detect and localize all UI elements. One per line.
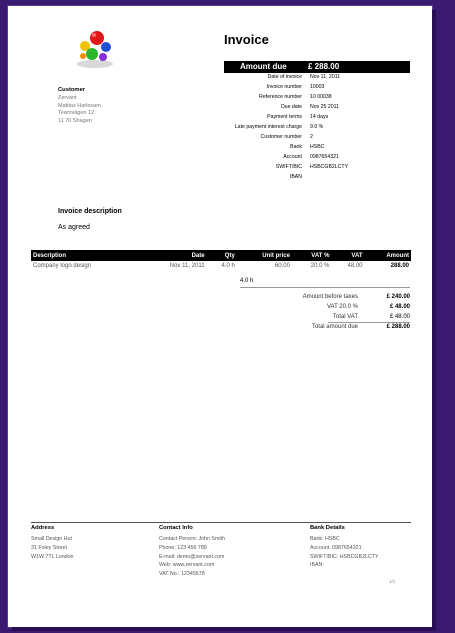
meta-key: Late payment interest charge xyxy=(234,124,302,130)
page-number: 1/1 xyxy=(389,579,396,584)
totals-row xyxy=(240,302,410,312)
footer-line: Account: 0987654321 xyxy=(310,544,362,551)
meta-value: 10003 xyxy=(310,84,325,90)
meta-value: 10 00038 xyxy=(310,94,332,100)
footer-contact xyxy=(159,525,225,579)
cell-amount: 288.00 xyxy=(390,263,409,269)
footer-line: SWIFT/BIC: HSBCGB2LCTY xyxy=(310,553,379,560)
meta-key: Account xyxy=(283,154,302,160)
col-vat-percent: VAT % xyxy=(292,250,331,261)
customer-line: Teamvägen 12 xyxy=(58,110,95,116)
meta-row xyxy=(224,172,410,182)
customer-line: 11 70 Shagen xyxy=(58,117,92,124)
totals-label: Total amount due xyxy=(311,324,358,330)
divider xyxy=(240,287,410,288)
totals-row xyxy=(240,292,410,302)
footer-line: E-mail: demo@zervant.com xyxy=(159,553,225,560)
totals-row xyxy=(240,312,410,322)
meta-row xyxy=(224,162,410,172)
footer-bank-heading: Bank Details xyxy=(310,525,345,531)
totals-value: £ 48.00 xyxy=(389,304,410,310)
meta-key: IBAN xyxy=(289,174,302,180)
amount-due-label: Amount due xyxy=(240,62,287,71)
customer-block xyxy=(58,87,101,125)
col-vat: VAT xyxy=(331,250,364,261)
meta-row xyxy=(224,122,410,132)
table-row xyxy=(31,261,411,271)
cell-qty: 4.0 h xyxy=(221,263,235,269)
totals-value: £ 288.00 xyxy=(386,324,410,330)
cell-vat: 48.00 xyxy=(347,263,363,269)
meta-row xyxy=(224,102,410,112)
meta-row xyxy=(224,82,410,92)
line-items-table xyxy=(31,250,411,271)
company-logo xyxy=(70,26,120,70)
meta-row xyxy=(224,132,410,142)
meta-value: HSBC xyxy=(310,144,325,150)
qty-total: 4.0 h xyxy=(240,278,254,284)
meta-value: Nov 11, 2011 xyxy=(310,74,341,80)
footer-line: W1W 7TL London xyxy=(31,553,74,560)
col-qty: Qty xyxy=(207,250,237,261)
invoice-page xyxy=(8,6,432,627)
cell-unit-price: 60.00 xyxy=(274,263,290,269)
footer-line: Small Design Hut xyxy=(31,536,72,542)
customer-heading: Customer xyxy=(58,87,86,93)
cell-description: Company logo design xyxy=(33,263,92,269)
meta-value: 0987654321 xyxy=(310,154,339,160)
totals-block xyxy=(240,292,410,332)
meta-value: HSBCGB2LCTY xyxy=(310,164,349,170)
totals-value: £ 48.00 xyxy=(389,314,410,320)
footer-bank xyxy=(310,525,379,570)
customer-line: Mattias Harlesam xyxy=(58,102,101,109)
footer-line: 31 Foley Street xyxy=(31,544,67,551)
meta-key: Bank xyxy=(290,144,302,150)
meta-row xyxy=(224,92,410,102)
totals-value: £ 240.00 xyxy=(386,294,410,300)
footer-divider xyxy=(31,522,411,523)
footer-address xyxy=(31,525,74,561)
invoice-description-heading: Invoice description xyxy=(58,208,122,215)
footer-line: IBAN: xyxy=(310,562,324,569)
meta-row xyxy=(224,72,410,82)
meta-key: Date of invoice xyxy=(267,74,302,80)
meta-key: Invoice number xyxy=(266,84,302,90)
meta-value: 2 xyxy=(310,134,313,140)
amount-due-value: £ 288.00 xyxy=(308,62,340,71)
customer-line: Zervant xyxy=(58,95,77,101)
meta-key: SWIFT/BIC xyxy=(275,164,302,170)
footer-line: Contact Person: John Smith xyxy=(159,536,225,542)
col-description: Description xyxy=(31,250,139,261)
footer-line: VAT No.: 12345678 xyxy=(159,571,205,578)
footer-line: Web: www.zervant.com xyxy=(159,562,215,569)
table-header-row xyxy=(31,250,411,261)
meta-row xyxy=(224,112,410,122)
meta-row xyxy=(224,152,410,162)
invoice-description-value: As agreed xyxy=(58,224,90,231)
col-date: Date xyxy=(139,250,207,261)
footer-line: Phone: 123 456 789 xyxy=(159,544,207,551)
totals-label: Amount before taxes xyxy=(302,294,358,300)
invoice-meta xyxy=(224,72,410,182)
meta-row xyxy=(224,142,410,152)
meta-key: Reference number xyxy=(259,94,302,100)
cell-vat-percent: 20.0 % xyxy=(310,263,330,269)
meta-key: Due date xyxy=(280,104,302,110)
footer-address-heading: Address xyxy=(31,525,55,531)
meta-value: 14 days xyxy=(310,114,329,120)
col-amount: Amount xyxy=(365,250,411,261)
footer-line: Bank: HSBC xyxy=(310,536,340,542)
invoice-title: Invoice xyxy=(224,32,269,47)
meta-key: Customer number xyxy=(260,134,302,140)
totals-label: Total VAT xyxy=(332,314,358,320)
col-unit-price: Unit price xyxy=(237,250,292,261)
totals-label: VAT 20.0 % xyxy=(326,304,358,310)
meta-value: 9.0 % xyxy=(310,124,324,130)
cell-date: Nov 11, 2011 xyxy=(169,263,205,269)
meta-value: Nov 25 2011 xyxy=(310,104,340,110)
totals-row xyxy=(240,322,410,332)
footer-contact-heading: Contact Info xyxy=(159,525,193,531)
meta-key: Payment terms xyxy=(267,114,302,120)
